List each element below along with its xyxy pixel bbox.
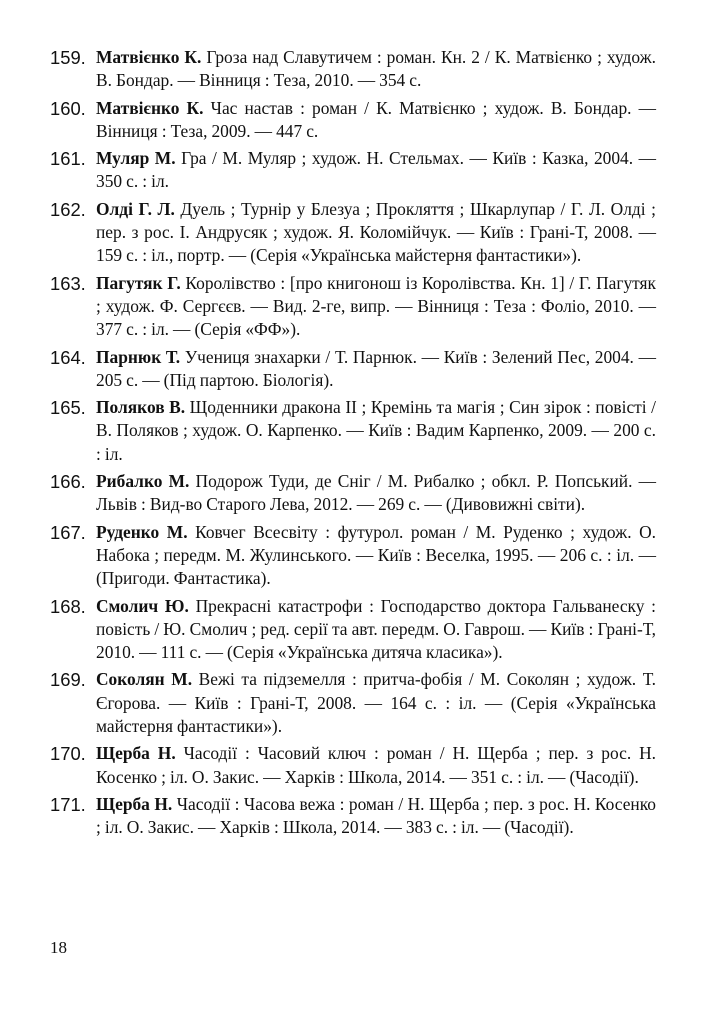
entry-author: Олді Г. Л.	[96, 198, 175, 219]
entry-text	[96, 470, 656, 517]
entry-text	[96, 396, 656, 466]
bibliography-entry	[50, 46, 656, 93]
entry-text	[96, 198, 656, 268]
entry-author: Рибалко М.	[96, 471, 190, 492]
entry-description: Гра / М. Муляр ; худож. Н. Стельмах. — Київ : Казка, 2004. — 350 с. : іл.	[96, 148, 656, 192]
entry-description: Дуель ; Турнір у Блезуа ; Прокляття ; Шкарлупар / Г. Л. Олді ; пер. з рос. І. Андрусяк ; худож. Я. Коломійчук. — Київ : Грані-Т, 2008. — 159 с. : іл., портр. — (Серія «Українська майстерня фантастики»).	[96, 198, 656, 266]
entry-text	[96, 147, 656, 194]
entry-number: 164.	[50, 346, 86, 368]
entry-text	[96, 793, 656, 840]
entry-number: 166.	[50, 471, 86, 493]
entry-author: Руденко М.	[96, 521, 188, 542]
entry-author: Щерба Н.	[96, 743, 176, 764]
entry-description: Вежі та підземелля : притча-фобія / М. Соколян ; худож. Т. Єгорова. — Київ : Грані-Т, 2008. — 164 с. : іл. — (Серія «Українська майстерня фантастики»).	[96, 669, 656, 737]
entry-number: 169.	[50, 669, 86, 691]
entry-number: 163.	[50, 272, 86, 294]
bibliography-entry	[50, 272, 656, 342]
bibliography-entry	[50, 793, 656, 840]
entry-description: Часодії : Часовий ключ : роман / Н. Щерба ; пер. з рос. Н. Косенко ; іл. О. Закис. — Харків : Школа, 2014. — 351 с. : іл. — (Часодії).	[96, 743, 656, 787]
entry-description: Ковчег Всесвіту : футурол. роман / М. Руденко ; худож. О. Набока ; передм. М. Жулинського. — Київ : Веселка, 1995. — 206 с. : іл. — (Пригоди. Фантастика).	[96, 521, 656, 589]
bibliography-entry	[50, 396, 656, 466]
entry-author: Соколян М.	[96, 669, 193, 690]
entry-text	[96, 46, 656, 93]
entry-number: 159.	[50, 47, 86, 68]
bibliography-entry	[50, 97, 656, 144]
bibliography-entry	[50, 595, 656, 665]
entry-description: Прекрасні катастрофи : Господарство доктора Гальванеску : повість / Ю. Смолич ; ред. серії та авт. передм. О. Гаврош. — Київ : Грані-Т, 2010. — 111 с. — (Серія «Українська дитяча класика»).	[96, 595, 656, 663]
entry-author: Поляков В.	[96, 397, 186, 418]
entry-number: 165.	[50, 397, 86, 419]
entry-author: Щерба Н.	[96, 793, 173, 814]
entry-description: Часодії : Часова вежа : роман / Н. Щерба ; пер. з рос. Н. Косенко ; іл. О. Закис. — Харків : Школа, 2014. — 383 с. : іл. — (Часодії).	[96, 793, 656, 838]
entry-number: 167.	[50, 521, 86, 543]
page-number: 18	[50, 938, 67, 957]
entry-author: Пагутяк Г.	[96, 272, 181, 293]
bibliography-list	[50, 46, 656, 844]
bibliography-entry	[50, 521, 656, 591]
entry-author: Парнюк Т.	[96, 346, 181, 367]
bibliography-entry	[50, 346, 656, 393]
entry-text	[96, 742, 656, 789]
entry-number: 170.	[50, 743, 86, 765]
bibliography-entry	[50, 470, 656, 517]
entry-text	[96, 346, 656, 393]
entry-description: Королівство : [про книгонош із Королівства. Кн. 1] / Г. Пагутяк ; худож. Ф. Сергєєв. — Вид. 2-ге, випр. — Вінниця : Теза : Фоліо, 2010. — 377 с. : іл. — (Серія «ФФ»).	[96, 272, 656, 340]
entry-text	[96, 97, 656, 144]
entry-text	[96, 521, 656, 591]
entry-number: 161.	[50, 148, 86, 170]
entry-description: Час настав : роман / К. Матвієнко ; худож. В. Бондар. — Вінниця : Теза, 2009. — 447 с.	[96, 97, 656, 141]
entry-text	[96, 272, 656, 342]
bibliography-entry	[50, 668, 656, 738]
entry-text	[96, 668, 656, 738]
entry-description: Подорож Туди, де Сніг / М. Рибалко ; обкл. Р. Попський. — Львів : Вид-во Старого Лева, 2012. — 269 с. — (Дивовижні світи).	[96, 471, 656, 515]
entry-author: Матвієнко К.	[96, 97, 204, 118]
entry-author: Смолич Ю.	[96, 595, 189, 616]
entry-number: 162.	[50, 198, 86, 220]
entry-author: Матвієнко К.	[96, 47, 202, 67]
entry-author: Муляр М.	[96, 148, 176, 169]
entry-text	[96, 595, 656, 665]
bibliography-entry	[50, 147, 656, 194]
entry-number: 160.	[50, 97, 86, 119]
entry-description: Щоденники дракона II ; Кремінь та магія ; Син зірок : повісті / В. Поляков ; худож. О. Карпенко. — Київ : Вадим Карпенко, 2009. — 200 с. : іл.	[96, 397, 656, 464]
entry-number: 168.	[50, 595, 86, 617]
entry-description: Гроза над Славутичем : роман. Кн. 2 / К. Матвієнко ; худож. В. Бондар. — Вінниця : Теза, 2010. — 354 с.	[96, 47, 657, 91]
bibliography-entry	[50, 742, 656, 789]
entry-description: Учениця знахарки / Т. Парнюк. — Київ : Зелений Пес, 2004. — 205 с. — (Під партою. Біологія).	[96, 346, 656, 390]
bibliography-entry	[50, 198, 656, 268]
entry-number: 171.	[50, 793, 86, 815]
